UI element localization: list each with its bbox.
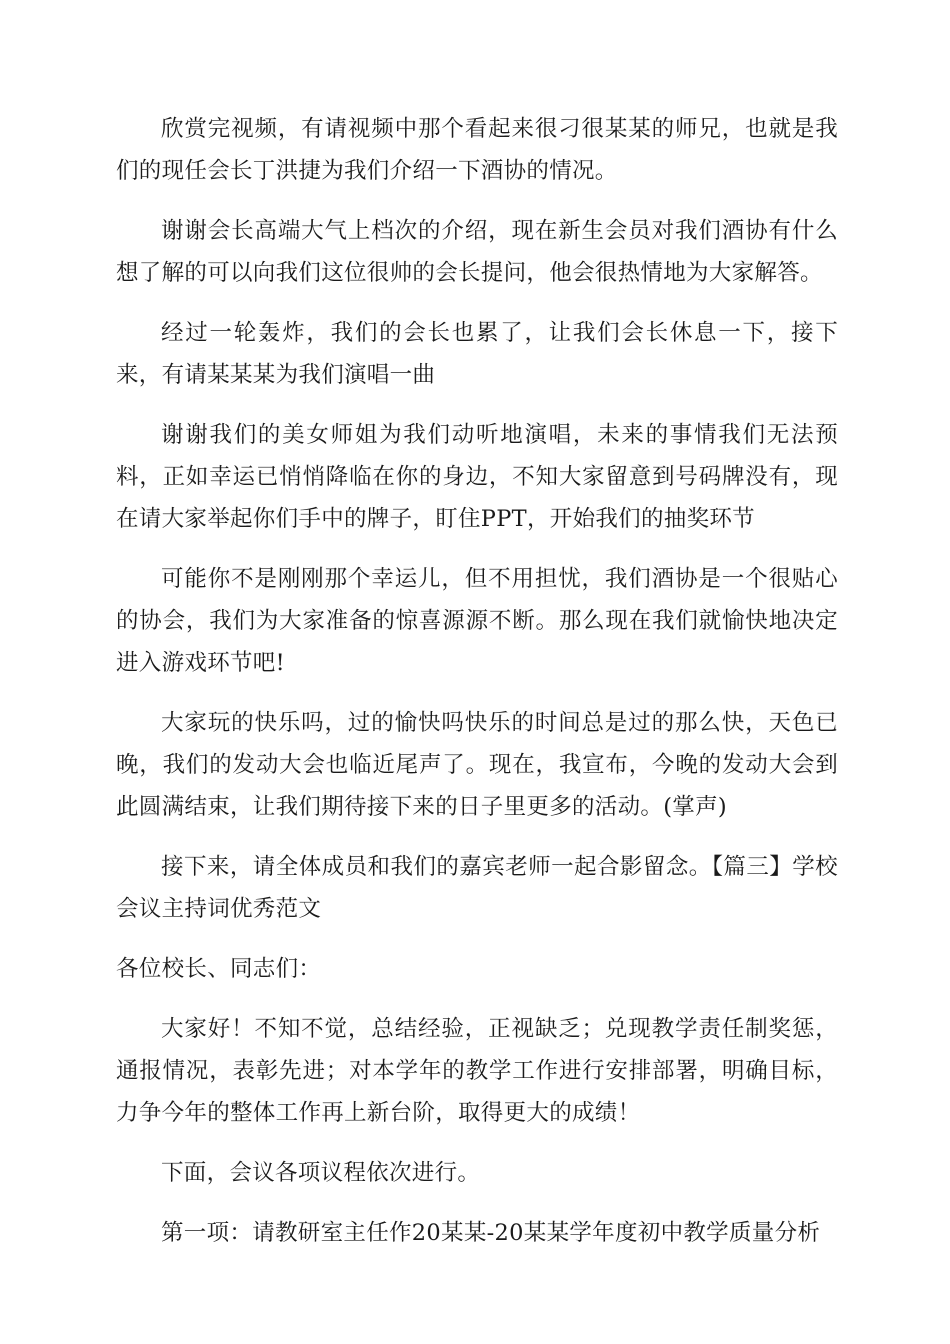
paragraph-3: 经过一轮轰炸，我们的会长也累了，让我们会长休息一下，接下来，有请某某某为我们演唱一曲 <box>116 320 838 388</box>
paragraph-5: 可能你不是刚刚那个幸运儿，但不用担忧，我们酒协是一个很贴心的协会，我们为大家准备的惊喜源源不断。那么现在我们就愉快地决定进入游戏环节吧! <box>116 566 838 676</box>
paragraph-11: 第一项：请教研室主任作20某某-20某某学年度初中教学质量分析 <box>161 1220 821 1246</box>
document-body <box>116 108 838 1272</box>
paragraph-6: 大家玩的快乐吗，过的愉快吗快乐的时间总是过的那么快，天色已晚，我们的发动大会也临近尾声了。现在，我宣布，今晚的发动大会到此圆满结束，让我们期待接下来的日子里更多的活动。(掌声) <box>116 710 838 820</box>
paragraph-9: 大家好！不知不觉，总结经验，正视缺乏；兑现教学责任制奖惩，通报情况，表彰先进；对本学年的教学工作进行安排部署，明确目标，力争今年的整体工作再上新台阶，取得更大的成绩！ <box>116 1016 838 1126</box>
salutation: 各位校长、同志们： <box>116 956 322 982</box>
paragraph-10: 下面，会议各项议程依次进行。 <box>161 1160 481 1186</box>
paragraph-1: 欣赏完视频，有请视频中那个看起来很刁很某某的师兄，也就是我们的现任会长丁洪捷为我们介绍一下酒协的情况。 <box>116 116 838 184</box>
paragraph-7: 接下来，请全体成员和我们的嘉宾老师一起合影留念。【篇三】学校会议主持词优秀范文 <box>116 854 838 922</box>
paragraph-2: 谢谢会长高端大气上档次的介绍，现在新生会员对我们酒协有什么想了解的可以向我们这位很帅的会长提问，他会很热情地为大家解答。 <box>116 218 838 286</box>
paragraph-4: 谢谢我们的美女师姐为我们动听地演唱，未来的事情我们无法预料，正如幸运已悄悄降临在你的身边，不知大家留意到号码牌没有，现在请大家举起你们手中的牌子，盯住PPT，开始我们的抽奖环节 <box>116 422 838 532</box>
